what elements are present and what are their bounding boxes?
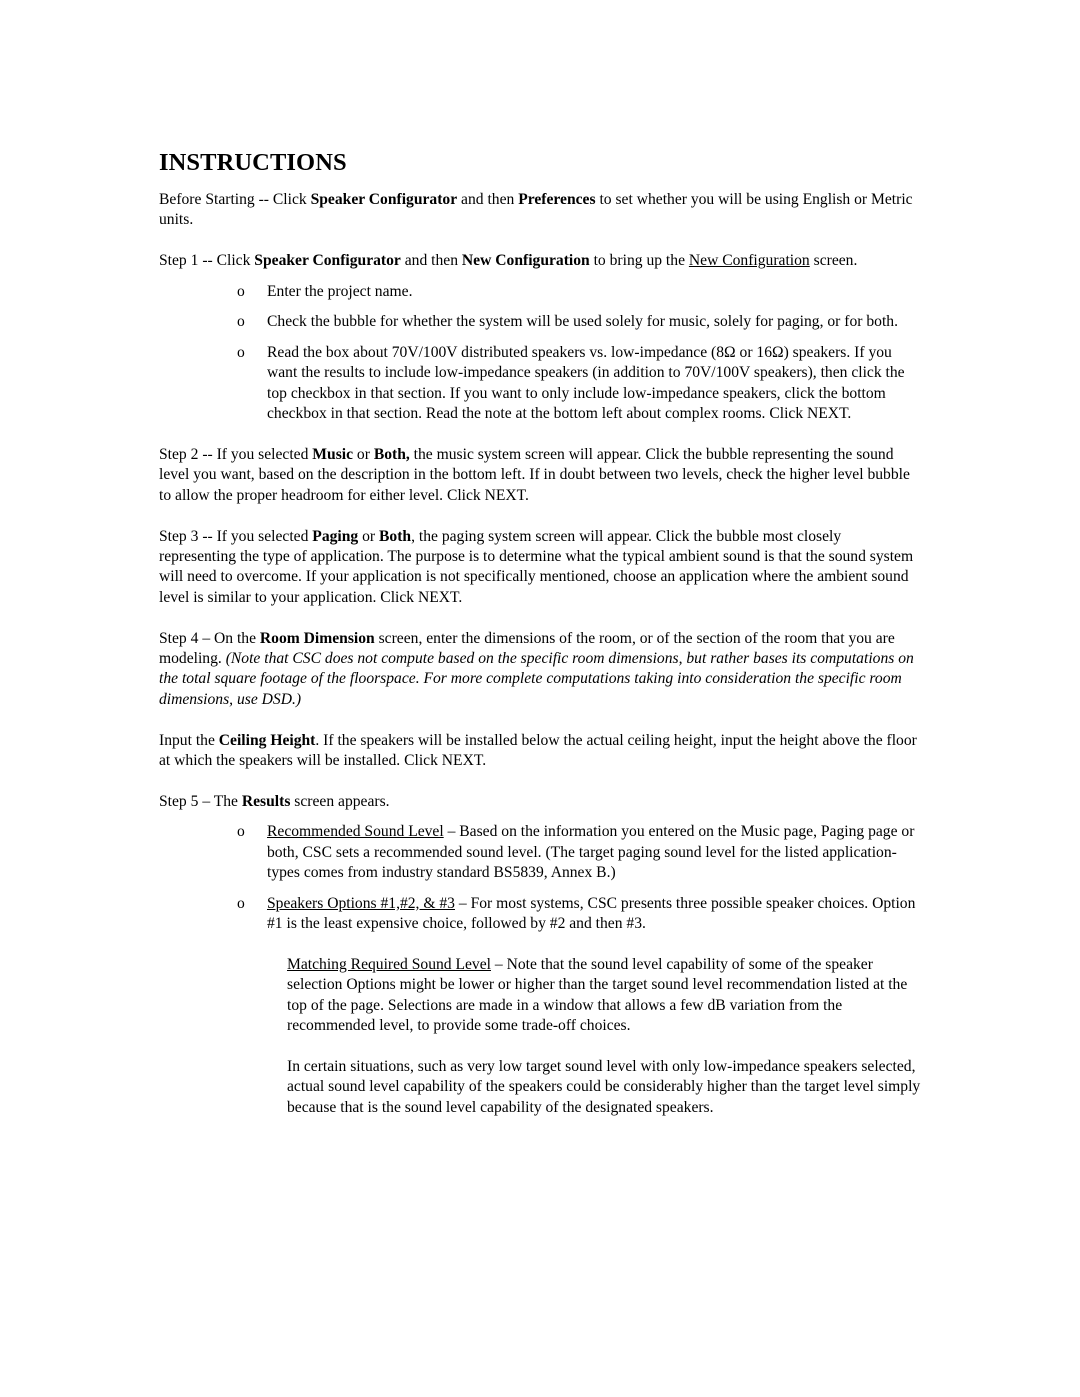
page-title: INSTRUCTIONS xyxy=(159,149,347,176)
step-4-note: (Note that CSC does not compute based on the specific room dimensions, but rather bases its computations on the total square footage of the floorspace. For more complete computations taking into consideration the specific room dimensions, use DSD.) xyxy=(159,650,914,708)
list-item: o Check the bubble for whether the system will be used solely for music, solely for paging, or for both. xyxy=(159,312,921,332)
matching-sound-level-paragraph: Matching Required Sound Level – Note that the sound level capability of some of the speaker selection Options might be lower or higher than the target sound level recommendation listed at the top of the page. Selections are made in a window that allows a few dB variation from the recommended level, to provide some trade-off choices. xyxy=(287,956,908,1035)
speaker-options-link: Speakers Options #1,#2, & #3 xyxy=(267,894,455,912)
certain-situations-paragraph: In certain situations, such as very low target sound level with only low-impedance speakers selected, actual sound level capability of the speakers could be considerably higher than the target level simply because that is the sound level capability of the designated speakers. xyxy=(287,1058,921,1116)
matching-sound-level-link: Matching Required Sound Level xyxy=(287,956,491,974)
speaker-configurator-label: Speaker Configurator xyxy=(310,191,458,208)
list-item: o Recommended Sound Level – Based on the information you entered on the Music page, Paging page or both, CSC sets a recommended sound level. (The target paging sound level for the listed application-types comes from industry standard BS5839, Annex B.) xyxy=(237,823,915,882)
step-4-paragraph: Step 4 – On the Room Dimension screen, enter the dimensions of the room, or of the section of the room that you are modeling. (Note that CSC does not compute based on the specific room dimensions, but rather bases its computations on the total square footage of the floorspace. For more complete computations taking into consideration the specific room dimensions, use DSD.) xyxy=(159,629,914,708)
bullet-marker: o xyxy=(237,343,245,361)
bullet-marker: o xyxy=(237,282,245,300)
step-1-paragraph: Step 1 -- Click Speaker Configurator and then New Configuration to bring up the New Configuration screen. xyxy=(159,252,858,270)
bullet-marker: o xyxy=(237,823,245,841)
bullet-marker: o xyxy=(237,894,245,912)
step-2-paragraph: Step 2 -- If you selected Music or Both, the music system screen will appear. Click the bubble representing the sound level you want, based on the description in the bottom left. If in doubt between two levels, check the higher level bubble to allow the proper headroom for either level. Click NEXT. xyxy=(159,446,910,504)
recommended-sound-level-link: Recommended Sound Level xyxy=(267,823,444,841)
speaker-configurator-label: Speaker Configurator xyxy=(254,252,401,270)
bullet-marker: o xyxy=(237,313,245,331)
instructions-content xyxy=(159,148,921,1139)
new-configuration-label: New Configuration xyxy=(461,252,590,270)
new-configuration-link: New Configuration xyxy=(688,252,810,270)
step-5-paragraph: Step 5 – The Results screen appears. xyxy=(159,792,390,810)
list-item: o Read the box about 70V/100V distributed speakers vs. low-impedance (8Ω or 16Ω) speakers. If you want the results to include low-impedance speakers (in addition to 70V/100V speakers), then click the top checkbox in that section. If you want to only include low-impedance speakers, click the bottom checkbox in that section. Read the note at the bottom left about complex rooms. Click NEXT. xyxy=(237,343,905,423)
step-3-paragraph: Step 3 -- If you selected Paging or Both, the paging system screen will appear. Click the bubble most closely representing the type of application. The purpose is to determine what the typical ambient sound is that the sound system will need to overcome. If your application is not specifically mentioned, choose an application where the ambient sound level is similar to your application. Click NEXT. xyxy=(159,527,914,606)
preferences-label: Preferences xyxy=(518,191,596,208)
ceiling-height-paragraph: Input the Ceiling Height. If the speakers will be installed below the actual ceiling height, input the height above the floor at which the speakers will be installed. Click NEXT. xyxy=(159,731,917,770)
list-item: o Enter the project name. xyxy=(159,282,921,302)
list-item: o Speakers Options #1,#2, & #3 – For most systems, CSC presents three possible speaker choices. Option #1 is the least expensive choice, followed by #2 and then #3. xyxy=(237,894,916,933)
before-starting-paragraph: Before Starting -- Click Speaker Configurator and then Preferences to set whether you will be using English or Metric units. xyxy=(159,191,913,229)
